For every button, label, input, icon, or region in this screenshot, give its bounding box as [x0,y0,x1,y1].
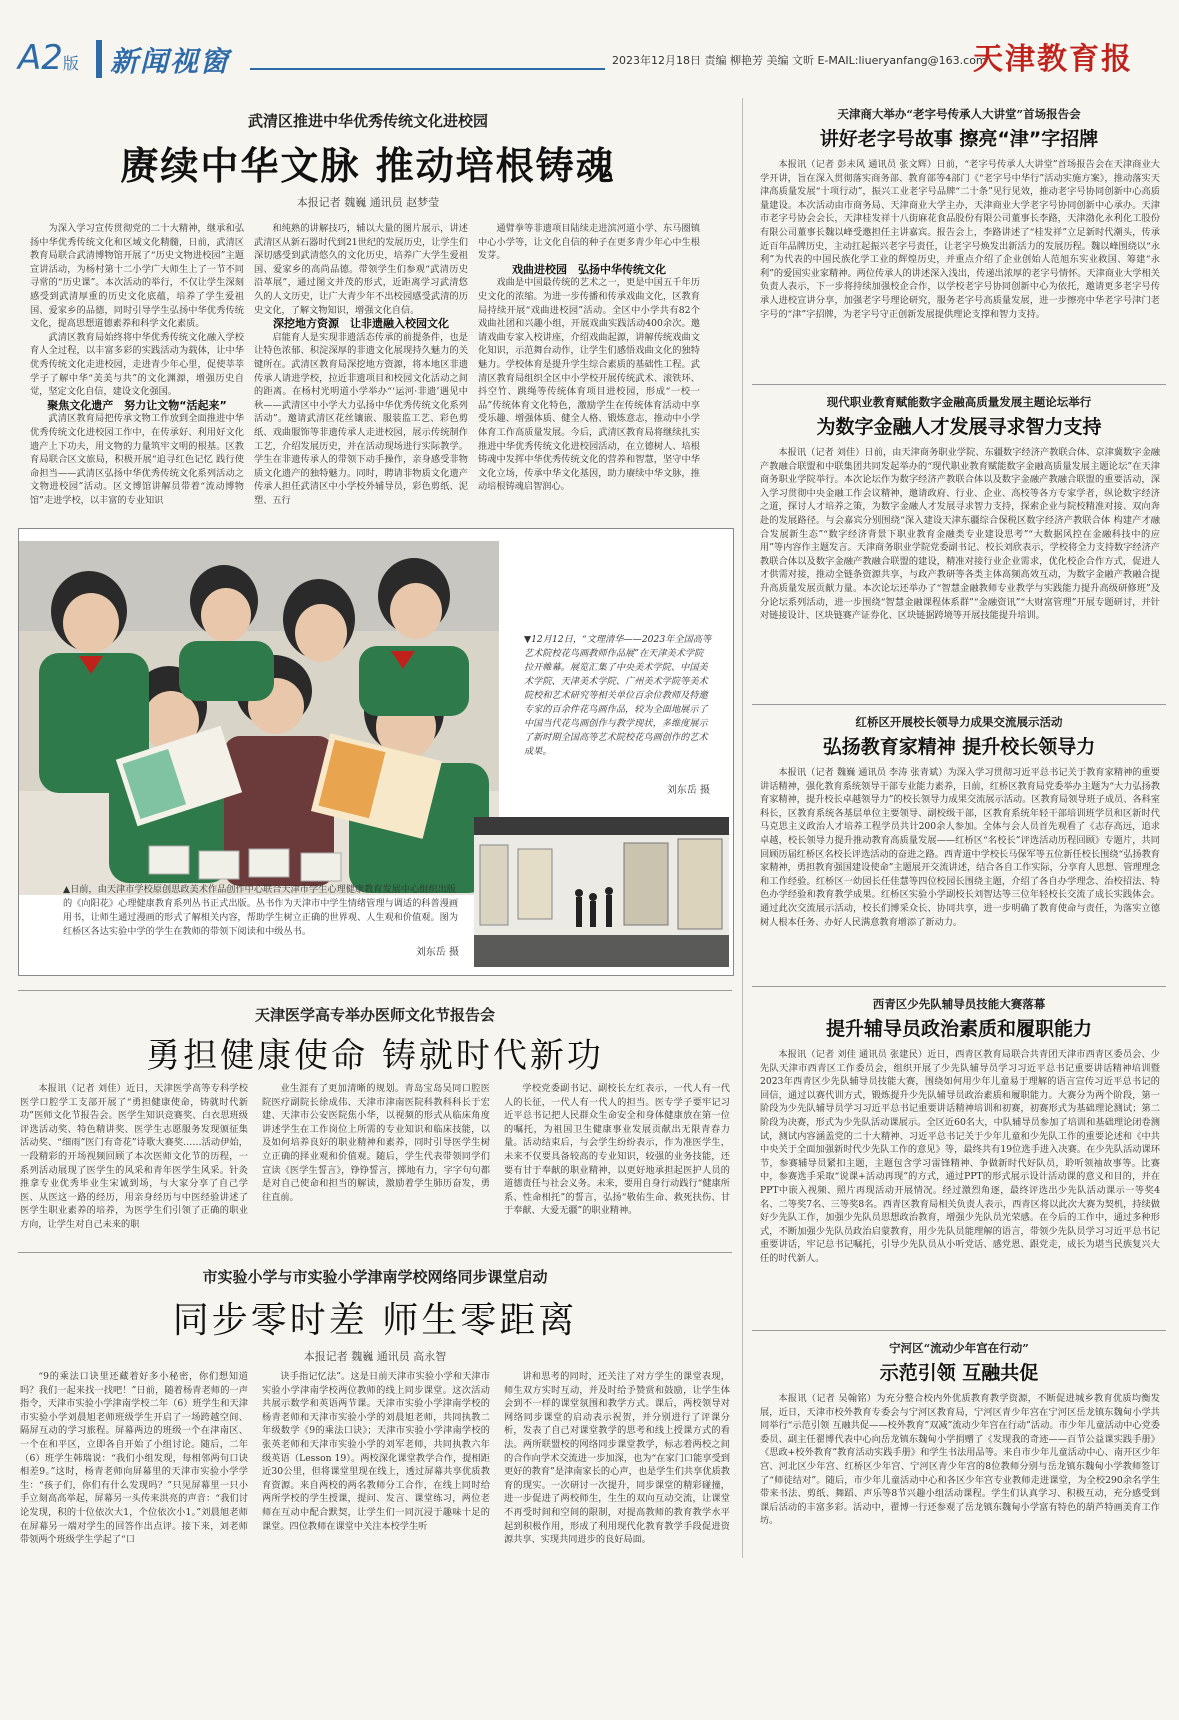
photo-students-reading [19,541,499,895]
school-col-2: 诀手指记忆法”。这是日前天津市实验小学和天津市实验小学津南学校两位教师的线上同步课堂。这次活动共展示数学和英语两节课。天津市实验小学津南学校的杨青老师和天津市实验小学的刘晨旭老师，共同执教二年级数学《9的乘法口诀》；天津市实验小学津南学校的张英老师和天津市实验小学的刘军老师，共同执教六年级英语（Lesson 19）。两校深化课堂教学合作，提相距近30公里，但将课堂里现在线上，透过屏幕共享优质教育资源。来自两校的两名教师分工合作，在线上同时给两所学校的学生授课，提问、发言、课堂练习，两位老师在互动中配合默契，让学生们一同沉浸于趣味十足的课堂。四位教师在课堂中关注本校学生听 [262,1371,490,1532]
medical-headline: 勇担健康使命 铸就时代新功 [146,1036,604,1076]
main-byline: 本报记者 魏巍 通讯员 赵梦莹 [296,196,440,209]
medical-kicker: 天津医学高专举办医师文化节报告会 [254,1006,495,1024]
photo-art-exhibition [474,817,729,967]
school-headline: 同步零时差 师生零距离 [172,1300,578,1341]
right-a2-kicker: 现代职业教育赋能数字金融高质量发展主题论坛举行 [826,395,1092,409]
divider-right-a3 [752,704,1166,705]
right-a4-kicker: 西青区少先队辅导员技能大赛落幕 [872,997,1046,1011]
main-photo-credit: 刘东岳 摄 [415,947,459,958]
divider-school [18,1252,732,1253]
right-a4-body: 本报讯（记者 刘佳 通讯员 张建民）近日，西青区教育局联合共青团天津市西青区委员会、少先队天津市西青区工作委员会，组织开展了少先队辅导员学习习近平总书记重要讲话精神培训暨2023年西青区少先队辅导员技能大赛，围绕如何用少年儿童易于理解的语言宣传习近平总书记的回信，通过以赛代训方式，锻炼提升少先队辅导员政治素质和履职能力。大赛分为两个阶段，第一阶段为少先队辅导员学习习近平总书记重要讲话精神培训和初赛，初赛形式为基础理论测试；第二阶段为决赛，形式为少先队活动课展示。全区近60名大，中队辅导员参加了培训和基础理论闭卷测试，测试内容涵盖党的二十大精神、习近平总书记关于少年儿童和少先队工作的重要论述和《中共中央关于全面加强新时代少先队工作的意见》等，最终共有19位选手进入决赛。在少先队活动课环节，参赛辅导员紧扣主题，主题包含学习雷锋精神、争做新时代好队员，聆听领袖故事等。比赛中，参赛选手采取“说课+活动再现”的方式，通过PPT的形式展示设计活动课的意义和目的，并在PPT中嵌入视频、照片再现活动开展情况。经过激烈角逐，最终评选出少先队活动课示一等奖4名、二等奖7名、三等奖8名。西青区教育局相关负责人表示，西青区将以此次大赛为契机，持续做好少先队工作，加强少先队员思想政治教育，增强少先队员光荣感。在今后的工作中，通过多种形式，不断加强少先队员政治启蒙教育，用少先队员能理解的语言，带领少先队员学习习近平总书记重要讲话，牢记总书记嘱托，引导少先队员从小听党话、感党恩、跟党走，成长为堪当民族复兴大任的时代新人。 [760,1049,1160,1264]
school-kicker: 市实验小学与市实验小学津南学校网络同步课堂启动 [202,1268,548,1286]
medical-col-2: 业生涯有了更加清晰的规划。青岛宝岛吴同口腔医院医疗副院长徐成伟、天津市津南医院科教科科长于宏建、天津市公安医院焦小华，以视频的形式从临床角度讲述学生在工作岗位上所需的专业知识和临床技能，以及如何培养良好的职业精神和素养，同时引导医学生树立正确的择业观和价值观。随后，学生代表带领同学们宣读《医学生誓言》，铮铮誓言，掷地有力，字字句句都是对自己使命和担当的解读，激励着学生肺历奋发，勇往直前。 [262,1083,490,1203]
main-col-2: 和纯熟的讲解技巧，辅以大量的图片展示，讲述武清区从新石器时代到21世纪的发展历史，让学生们深切感受到武清悠久的文化历史，培养广大学生爱祖国、爱家乡的高尚品德。带领学生们参观“武清历史沿革展”，通过图文并茂的形式，近距离学习武清悠久的人文历史，让广大青少年不出校园感受武清的历史文化，了解文物知识，增强文化自信。 深挖地方资源 让非遗融入校园文化 启能育人是实现非遗活态传承的前提条件，也是让特色浓郁、积淀深厚的非遗文化展现持久魅力的关键所在。武清区教育局深挖地方资源，将本地区非遗传承人请进学校，拉近非遗项目和校园文化活动之间的距离。在杨村光明道小学举办“‘运河·非遗’遇见中秋——武清区中小学大力弘扬中华优秀传统文化系列活动”。邀请武清区花丝镶嵌、服装监工艺、彩色剪纸、戏曲服饰等非遗传承人走进校园，展示传统制作工艺，介绍发展历史，并在活动现场进行实际教学。学生在非遗传承人的带领下动手操作，亲身感受非物质文化遗产的独特魅力。同时，聘请非物质文化遗产传承人担任武清区中小学校外辅导员，彩色剪纸、泥塑、五行 [254,223,468,506]
main-col-3: 通臂拳等非遗项目陆续走进滨河道小学、东马圈镇中心小学等，让文化自信的种子在更多青少年心中生根发芽。 戏曲进校园 弘扬中华传统文化 戏曲是中国最传统的艺术之一，更是中国五千年历史文化的浓缩。为进一步传播和传承戏曲文化，区教育局持续开展“戏曲进校园”活动。全区中小学共有82个戏曲社团和兴趣小组，开展戏曲实践活动400余次。邀请戏曲专家入校讲座，介绍戏曲起源，讲解传统戏曲文化知识，示范舞台动作，让学生们感悟戏曲文化的独特魅力。学校体育是提升学生综合素质的基础性工程。武清区教育局组织全区中小学校开展传统武术、滚铁环、抖空竹、跳绳等传统体育项目进校园，形成“一校一品”传统体育文化特色，激励学生在传统体育活动中享受乐趣、增强体质、健全人格、锻炼意志，推动中小学体育工作高质量发展。今后，武清区教育局将继续扎实推进中华优秀传统文化进校园活动，在立德树人、培根铸魂中发挥中华优秀传统文化的营养和智慧，坚守中华文化立场，传承中华文化基因，助力赓续中华文脉，推动培根铸魂启智润心。 [478,223,700,493]
right-a5-headline: 示范引领 互融共促 [879,1362,1039,1384]
right-a5-body: 本报讯（记者 吴翰铭）为充分整合校内外优质教育教学资源，不断促进城乡教育优质均衡发展，近日，天津市校外教育专委会与宁河区教育局，宁河区青少年宫在宁河区岳龙镇东魏甸小学共同举行“示范引领 互融共促——校外教育”双减”流动少年宫在行动”活动。市少年儿童活动中心党委委员、副主任翟博代表中心向岳龙镇东魏甸小学捐赠了《发现我的奇迹——百节公益课实践手册》《思政+校外教育”教育活动实践手册》和学生书法用品等。来自市少年儿童活动中心、南开区少年宫、河北区少年宫、红桥区少年宫、宁河区青少年宫的8位教师分别与岳龙镇东魏甸小学教师签订了“师徒结对”。随后，市少年儿童活动中心和各区少年宫专业教师走进课堂，为全校290余名学生带来书法、剪纸、舞蹈、声乐等8节兴趣小组活动课程。学生们认真学习、积极互动，充分感受到课后活动的丰富多彩。活动中，翟博一行还参观了岳龙镇东魏甸小学富有特色的葫芦特画美育工作坊。 [760,1393,1160,1527]
right-a4-headline: 提升辅导员政治素质和履职能力 [825,1018,1092,1040]
main-col-1: 为深入学习宣传贯彻党的二十大精神，继承和弘扬中华优秀传统文化和区域文化精髓，日前，武清区教育局联合武清博物馆开展了“历史文物进校园”主题宣讲活动，为杨村第十二小学广大师生上了一节不同寻常的“历史课”。本次活动的举行，不仅让学生深刻感受到武清厚重的历史文化底蕴，培养了学生爱祖国、爱家乡的品德，同时引导学生弘扬中华优秀传统文化，提高思想道德素养和科学文化素质。 武清区教育局始终将中华优秀传统文化融入学校育人全过程，以丰富多彩的实践活动为载体，让中华优秀传统文化走进校园，走进青少年心里，促使莘莘学子了解中华“美美与共”的文化渊源，增强历史自觉，坚定文化自信，建设文化强国。 聚焦文化遗产 努力让文物“活起来” 武清区教育局把传承文物工作放到全面推进中华优秀传统文化进校园工作中，在传承好、利用好文化遗产上下功夫，用文物的力量筑牢文明的根基。区教育局联合区文旅局，积极开展“追寻红色记忆 践行使命担当——武清区弘扬中华优秀传统文化系列活动之文物进校园”活动。区文博馆讲解员带着“流动博物馆”走进学校，以丰富的专业知识 [30,223,244,506]
right-a5-kicker: 宁河区“流动少年宫在行动” [889,1341,1029,1355]
section-title: 新闻视窗 [110,45,231,78]
photo-frame [18,528,734,976]
school-col-1: “9的乘法口诀里还藏着好多小秘密，你们想知道吗？我们一起来找一找吧！”日前，随着杨青老师的一声指令，天津市实验小学津南学校二年（6）班学生和天津市实验小学刘晨旭老师班级学生开启了一场跨越空间、隔屏互动的学习旅程。屏幕两边的班级一个在津南区、一个在和平区，立即各自开始了小组讨论。随后，二年（6）班学生韩瑞说：“我们小组发现，每相邻两句口诀相差9。”这时，杨青老师向屏幕里的天津市实验小学学生：“孩子们，你们有什么发现吗？”只见屏幕里一只小手立刻高高举起，屏幕另一头传来洪亮的声音：“我们讨论发现，积的十位依次大1，个位依次小1。”刘晨旭老师在屏幕另一端对学生的回答作出点评。接下来，刘老师带领两个班级学生学起了“口 [20,1371,248,1546]
divider-medical [18,990,732,991]
medical-col-3: 学校党委副书记、副校长左红表示，一代人有一代人的长征，一代人有一代人的担当。医专学子要牢记习近平总书记把人民群众生命安全和身体健康放在第一位的嘱托，为祖国卫生健康事业发展贡献出无限青春力量。活动结束后，与会学生纷纷表示，作为准医学生，未来不仅要具备较高的专业知识，较强的业务技能，还要有甘于奉献的职业精神，以更好地承担起医护人员的道德责任与社会义务。未来，要用自身行动践行“健康所系、性命相托”的誓言，弘扬“敬佑生命、救死扶伤、甘于奉献、大爱无疆”的职业精神。 [504,1083,730,1217]
divider-right-a5 [752,1330,1166,1331]
side-photo-caption: ▼12月12日，“文理清华——2023年全国高等艺术院校花鸟画教师作品展”在天津美术学院拉开帷幕。展览汇集了中央美术学院、中国美术学院、天津美术学院、广州美术学院等美术院校和艺术研究等相关单位百余位教师及特邀专家的百余件花鸟画作品，较为全面地展示了中国当代花鸟画创作与教学现状，多维度展示了新时期全国高等艺术院校花鸟画创作的艺术成果。 [524,634,712,757]
right-a3-kicker: 红桥区开展校长领导力成果交流展示活动 [855,715,1063,729]
right-a1-body: 本报讯（记者 彭未风 通讯员 张文辉）日前，“老字号传承人大讲堂”首场报告会在天津商业大学开讲，旨在深入贯彻落实商务部、教育部等4部门《“老字号中华行”活动实施方案》，推动落实天津高质量发展“十项行动”，振兴工业老字号品牌“二十条”见行见效，推动老字号协同创新中心高质量建设。本次活动由市商务局、天津商业大学主办，天津商业大学老字号协同创新中心承办。天津市老字号协会会长，天津桂发祥十八街麻花食品股份有限公司董事长李路，天津渤化永利化工股份有限公司董事长魏以峰受邀担任主讲嘉宾。报告会上，李路讲述了“桂发祥”立足新时代潮头，传承近百年品牌历史，主动扛起振兴老字号责任，让老字号焕发出新活力的发展历程。魏以峰围绕以“永利”为代表的中国民族化学工业的辉煌历史，并重点介绍了企业创始人范旭东实业救国、筹建“永利”的爱国实业家精神。两位传承人的讲述深入浅出，传递出浓厚的老字号情怀。天津商业大学相关负责人表示，下一步将持续加强校企合作，以学校老字号协同创新中心为依托，邀请更多老字号传承人进校宣讲分享，加强老字号理论研究，服务老字号高质量发展，进一步擦亮中华老字号津门老字号的“津”字招牌，为老字号守正创新发展提供理论支撑和智力支持。 [760,159,1160,320]
masthead [18,30,1163,90]
divider-right-a2 [752,384,1166,385]
right-a1-headline: 讲好老字号故事 擦亮“津”字招牌 [819,128,1099,150]
right-a2-body: 本报讯（记者 刘佳）日前，由天津商务职业学院、东疆数字经济产教联合体、京津冀数字金融产教融合联盟和中联集团共同发起举办的“现代职业教育赋能数字金融高质量发展主题论坛”在天津商务职业学院举行。本次论坛作为数字经济产教联合体以及数字金融产教融合联盟的重要活动，深入学习贯彻中央金融工作会议精神，邀请政府、行业、企业、高校等各方专家学者，纵论数字经济之道，探讨人才培养之策，为数字金融人才发展寻求智力支持，探索企业与院校精准对接、双向奔赴的发展路径。与会嘉宾分别围绕“深入建设天津东疆综合保税区数字经济产教联合体 构建产才融合发展新生态”“数字经济背景下职业教育金融类专业建设思考”“大数据风控在金融科技中的应用”等内容作主题发言。天津商务职业学院党委副书记、校长刘欣表示，学校将全力支持数字经济产教联合体以及数字金融产教融合联盟的建设，精准对接行业企业需求，优化校企合作方式，促进人才供需对接，推动全链条资源共享，与政产教研等各类主体高频高效互动，为数字金融产教融合提升高质量发展贡献力量。本次论坛还举办了“智慧金融教师专业教学与实践能力提升高级研修班”及分论坛系列活动，进一步围绕“智慧金融课程体系群”“金融资讯”“大财富管理”开展专题研讨，并针对链接设计、区块链赛产证券化、区块链据跨境等开展技能提升培训。 [760,447,1160,622]
side-photo-credit: 刘东岳 摄 [666,785,710,796]
right-a1-kicker: 天津商大举办“老字号传承人大讲堂”首场报告会 [837,107,1081,121]
right-column-rule [742,98,743,1558]
medical-col-1: 本报讯（记者 刘佳）近日，天津医学高等专科学校医学口腔学工支部开展了“勇担健康使命，铸就时代新功”医师文化节报告会。医学生知识竞赛奖、白衣思班级评选活动奖、特色精讲奖、医学生志愿服务发现颁征集活动奖、“细雨”医门有奇花”诗歌大赛奖……活动伊始，一段精彩的开场视频回顾了本次医师文化节的历程，一系列活动展现了医学生的风采和青年医学生风采。针灸推拿专业优秀毕业生宋诚到场，与大家分享了自己学医、从医这一路的经历，用亲身经历与中医经验讲述了医学生职业素养的培养，为医学生们引领了正确的职业方向，让学生对自己未来的职 [20,1083,248,1230]
school-byline: 本报记者 魏巍 通讯员 高永智 [303,1350,447,1363]
page-code: A2版 [18,38,79,78]
right-a3-body: 本报讯（记者 魏巍 通讯员 李涛 张青斌）为深入学习贯彻习近平总书记关于教育家精神的重要讲话精神，强化教育系统领导干部专业能力素养，日前，红桥区教育局党委举办主题为“大力弘扬教育家精神，提升校长卓越领导力”的校长领导力成果交流展示活动。区教育局领导班子成员、各科室科长，区教育系统各基层单位主要领导、副校级干部，区教育系统年轻干部培训班学员和区新时代马克思主义政治人才培养工程学员共计200余人参加。全体与会人员首先观看了《志存高远，追求卓越，校长领导力提升推动教育高质量发展——红桥区“名校长”评选活动历程回顾》专题片，共同回顾历届红桥区名校长评选活动的奋进之路。西青道中学校长马保军等五位新任校长围绕“弘扬教育家精神，勇担教育强国建设使命”主题展开交流讲述，结合各自工作实际，分享育人思想、管理理念和工作经验。红桥区一幼园长任佳慧等四位校园长围绕主题，介绍了各自办学理念、治校招法、特色办学经验和教育教学成果。红桥区实验小学副校长刘智达等三位年轻校长交流了成长实践体会。通过此次交流展示活动，校长们博采众长、协同共享，进一步明确了教育使命与责任，为落实立德树人根本任务、办好人民满意教育增添了新动力。 [760,767,1160,928]
right-a2-headline: 为数字金融人才发展寻求智力支持 [816,416,1102,438]
masthead-bar [96,40,102,78]
masthead-rule [250,68,605,70]
main-photo-caption: ▲日前，由天津市学校原创思政美术作品创作中心联合天津市学生心理健康教育发展中心组织出版的《向阳花》心理健康教育系列丛书正式出版。丛书作为天津市中学生情绪管理与调适的科普漫画用书，让师生通过漫画的形式了解相关内容，帮助学生树立正确的世界观、人生观和价值观。图为红桥区各达实验中学的学生在教师的带领下阅读和中级丛书。 [63,884,459,937]
issue-meta: 2023年12月18日 责编 柳艳芳 美编 文昕 E-MAIL:liueryanfang@163.com [612,54,987,67]
divider-right-a4 [752,986,1166,987]
paper-logo: 天津教育报 [973,42,1133,77]
main-headline: 赓续中华文脉 推动培根铸魂 [120,144,616,188]
school-col-3: 讲和思考的同时，还关注了对方学生的课堂表现，师生双方实时互动，并及时给予赞赏和鼓励，让学生体会到不一样的课堂氛围和教学方式。课后，两校领导对网络同步课堂的启动表示祝贺，并分别进行了评课分析，发表了自己对课堂教学的思考和线上授课方式的看法。两所联盟校的网络同步课堂教学，标志着两校之间的合作向学术交流进一步加深，也为“在家门口能享受到更好的教育”是津南家长的心声，也是学生们共享优质教育的现实。一次研讨一次提升，同步课堂的精彩碰撞，进一步促进了两校师生，生生的双向互动交流，让课堂不再受时间和空间的限制，对提高教师的教育教学水平起到积极作用，形成了利用现代化教育教学手段促进资源共享、实现共同进步的良好局面。 [504,1371,730,1546]
main-kicker: 武清区推进中华优秀传统文化进校园 [247,112,488,130]
right-a3-headline: 弘扬教育家精神 提升校长领导力 [822,736,1096,758]
